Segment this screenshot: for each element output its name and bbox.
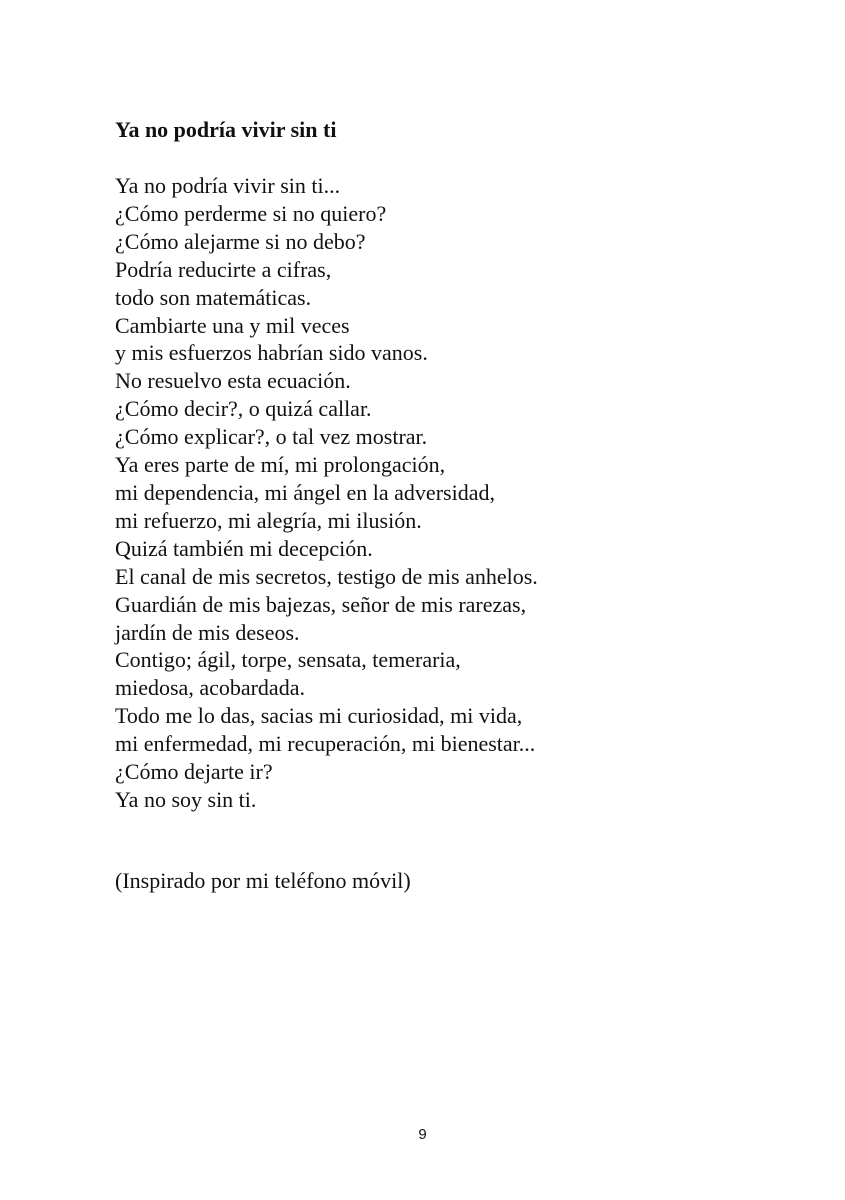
poem-line: Contigo; ágil, torpe, sensata, temeraria, — [115, 647, 461, 673]
poem-title: Ya no podría vivir sin ti — [115, 117, 337, 142]
poem-line: El canal de mis secretos, testigo de mis anhelos. — [115, 563, 538, 589]
poem-line: ¿Cómo dejarte ir? — [115, 759, 273, 785]
poem-line: Podría reducirte a cifras, — [115, 256, 332, 282]
poem-line: ¿Cómo explicar?, o tal vez mostrar. — [115, 424, 428, 450]
poem-inspiration-note: (Inspirado por mi teléfono móvil) — [115, 868, 411, 893]
poem-line: Quizá también mi decepción. — [115, 535, 373, 561]
poem-line: ¿Cómo alejarme si no debo? — [115, 228, 366, 254]
poem-line: Cambiarte una y mil veces — [115, 312, 350, 338]
poem-line: Ya eres parte de mí, mi prolongación, — [115, 452, 446, 478]
poem-line: Ya no podría vivir sin ti... — [115, 173, 341, 198]
poem-body — [115, 172, 538, 814]
poem-line: mi enfermedad, mi recuperación, mi bienestar... — [115, 731, 536, 757]
poem-line: Ya no soy sin ti. — [115, 786, 257, 812]
poem-line: y mis esfuerzos habrían sido vanos. — [115, 340, 428, 366]
poem-line: mi refuerzo, mi alegría, mi ilusión. — [115, 507, 422, 533]
poem-line: todo son matemáticas. — [115, 284, 312, 310]
poem-line: miedosa, acobardada. — [115, 675, 305, 701]
page-number: 9 — [418, 1126, 427, 1143]
poem-line: jardín de mis deseos. — [115, 619, 300, 645]
poem-line: Guardián de mis bajezas, señor de mis rarezas, — [115, 591, 527, 617]
poem-line: ¿Cómo decir?, o quizá callar. — [115, 396, 372, 422]
poem-line: ¿Cómo perderme si no quiero? — [115, 200, 387, 226]
poem-line: Todo me lo das, sacias mi curiosidad, mi vida, — [115, 703, 523, 729]
poem-line: mi dependencia, mi ángel en la adversidad, — [115, 479, 495, 505]
poem-line: No resuelvo esta ecuación. — [115, 368, 351, 394]
